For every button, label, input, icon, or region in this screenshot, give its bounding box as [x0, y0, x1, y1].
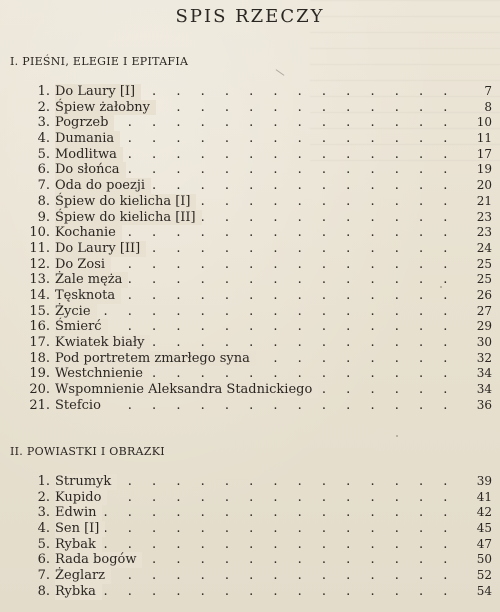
entry-number: 4. [37, 521, 50, 537]
toc-entry [0, 398, 500, 414]
leader-dots [55, 398, 464, 414]
entry-title: Wspomnienie Aleksandra Stadnickiego [55, 382, 318, 398]
toc-entry [0, 537, 500, 553]
entry-number: 7. [37, 178, 50, 194]
toc-list-section-2 [0, 474, 500, 600]
entry-number: 5. [37, 536, 50, 552]
toc-entry [0, 194, 500, 210]
entry-page-number: 42 [476, 505, 492, 520]
entry-number: 6. [37, 552, 50, 568]
entry-title: Do Zosi [55, 257, 111, 273]
entry-title: Do Laury [I] [55, 84, 141, 100]
entry-page-number: 29 [476, 319, 492, 334]
entry-page-number: 23 [476, 225, 492, 240]
entry-title: Strumyk [55, 474, 117, 490]
entry-number: 15. [29, 303, 50, 319]
entry-page-number: 7 [484, 84, 492, 98]
toc-entry [0, 131, 500, 147]
entry-number: 17. [29, 335, 50, 350]
entry-title: Kwiatek biały [55, 335, 150, 351]
entry-number: 10. [29, 225, 50, 241]
leader-dots [55, 521, 464, 537]
toc-entry [0, 147, 500, 163]
section-heading-1: I. PIEŚNI, ELEGIE I EPITAFIA [10, 55, 189, 68]
entry-page-number: 41 [476, 489, 492, 504]
entry-title: Kochanie [55, 225, 122, 241]
toc-entry [0, 351, 500, 367]
entry-number: 7. [37, 568, 50, 584]
entry-number: 1. [37, 84, 50, 99]
entry-title: Stefcio [55, 398, 107, 414]
entry-page-number: 11 [476, 131, 492, 146]
entry-title: Rybka [55, 584, 102, 600]
entry-number: 9. [37, 209, 50, 225]
entry-title: Śpiew do kielicha [II] [55, 210, 202, 226]
entry-page-number: 25 [476, 272, 492, 287]
entry-title: Edwin [55, 505, 102, 521]
entry-title: Do słońca [55, 162, 126, 178]
toc-entry [0, 225, 500, 241]
entry-title: Rybak [55, 537, 102, 553]
entry-page-number: 39 [476, 474, 492, 488]
leader-dots [55, 537, 464, 553]
entry-page-number: 50 [476, 552, 492, 567]
toc-entry [0, 84, 500, 100]
toc-entry [0, 257, 500, 273]
section-heading-2: II. POWIASTKI I OBRAZKI [10, 445, 165, 458]
entry-number: 14. [29, 287, 50, 303]
entry-number: 12. [29, 256, 50, 272]
entry-page-number: 19 [476, 162, 492, 177]
entry-page-number: 26 [476, 287, 492, 302]
toc-entry [0, 552, 500, 568]
leader-dots [55, 319, 464, 335]
entry-page-number: 45 [476, 521, 492, 536]
entry-title: Żale męża [55, 272, 128, 288]
toc-entry [0, 568, 500, 584]
entry-page-number: 30 [476, 335, 492, 349]
entry-title: Dumania [55, 131, 120, 147]
entry-page-number: 21 [476, 193, 492, 208]
entry-page-number: 36 [476, 397, 492, 412]
entry-number: 19. [29, 366, 50, 382]
toc-entry [0, 100, 500, 116]
entry-page-number: 34 [476, 366, 492, 381]
toc-entry [0, 474, 500, 490]
toc-entry [0, 272, 500, 288]
entry-title: Śmierć [55, 319, 108, 335]
entry-title: Sen [I] [55, 521, 105, 537]
entry-page-number: 8 [484, 99, 492, 114]
toc-entry [0, 335, 500, 351]
entry-number: 8. [37, 583, 50, 599]
entry-title: Rada bogów [55, 552, 142, 568]
toc-entry [0, 366, 500, 382]
entry-number: 4. [37, 131, 50, 147]
entry-page-number: 27 [476, 303, 492, 318]
entry-page-number: 34 [476, 382, 492, 397]
entry-title: Życie [55, 304, 97, 320]
entry-title: Żeglarz [55, 568, 111, 584]
entry-number: 3. [37, 115, 50, 131]
entry-title: Oda do poezji [55, 178, 151, 194]
toc-entry [0, 210, 500, 226]
entry-number: 5. [37, 146, 50, 162]
entry-number: 13. [29, 272, 50, 288]
entry-page-number: 24 [476, 240, 492, 255]
entry-number: 1. [37, 474, 50, 489]
entry-page-number: 20 [476, 178, 492, 193]
entry-number: 20. [29, 382, 50, 398]
entry-page-number: 23 [476, 209, 492, 224]
entry-title: Kupido [55, 490, 107, 506]
toc-entry [0, 162, 500, 178]
leader-dots [55, 257, 464, 273]
entry-number: 16. [29, 319, 50, 335]
paper-mark [276, 69, 285, 76]
leader-dots [55, 490, 464, 506]
entry-title: Pod portretem zmarłego syna [55, 351, 256, 367]
toc-entry [0, 505, 500, 521]
toc-entry [0, 288, 500, 304]
leader-dots [55, 115, 464, 131]
entry-number: 18. [29, 350, 50, 366]
leader-dots [55, 304, 464, 320]
toc-entry [0, 304, 500, 320]
toc-entry [0, 382, 500, 398]
entry-number: 6. [37, 162, 50, 178]
paper-speck [396, 435, 398, 437]
toc-entry [0, 521, 500, 537]
entry-page-number: 17 [476, 146, 492, 161]
entry-title: Modlitwa [55, 147, 123, 163]
entry-number: 2. [37, 489, 50, 505]
entry-number: 8. [37, 193, 50, 209]
entry-number: 21. [29, 397, 50, 413]
entry-title: Do Laury [II] [55, 241, 146, 257]
toc-list-section-1 [0, 84, 500, 413]
leader-dots [55, 505, 464, 521]
toc-entry [0, 490, 500, 506]
entry-title: Westchnienie [55, 366, 149, 382]
page-title: SPIS RZECZY [175, 6, 325, 27]
entry-title: Śpiew do kielicha [I] [55, 194, 196, 210]
leader-dots [55, 568, 464, 584]
entry-page-number: 52 [476, 568, 492, 583]
entry-number: 11. [29, 240, 50, 256]
entry-title: Tęsknota [55, 288, 121, 304]
toc-entry [0, 319, 500, 335]
toc-entry [0, 241, 500, 257]
entry-page-number: 47 [476, 536, 492, 551]
entry-page-number: 10 [476, 115, 492, 130]
toc-entry [0, 178, 500, 194]
toc-entry [0, 584, 500, 600]
entry-number: 3. [37, 505, 50, 521]
entry-title: Pogrzeb [55, 115, 114, 131]
entry-page-number: 32 [476, 350, 492, 365]
entry-number: 2. [37, 99, 50, 115]
entry-title: Śpiew żałobny [55, 100, 156, 116]
entry-page-number: 25 [476, 256, 492, 271]
entry-page-number: 54 [476, 583, 492, 598]
paper-speck [440, 286, 442, 288]
leader-dots [55, 584, 464, 600]
toc-entry [0, 115, 500, 131]
